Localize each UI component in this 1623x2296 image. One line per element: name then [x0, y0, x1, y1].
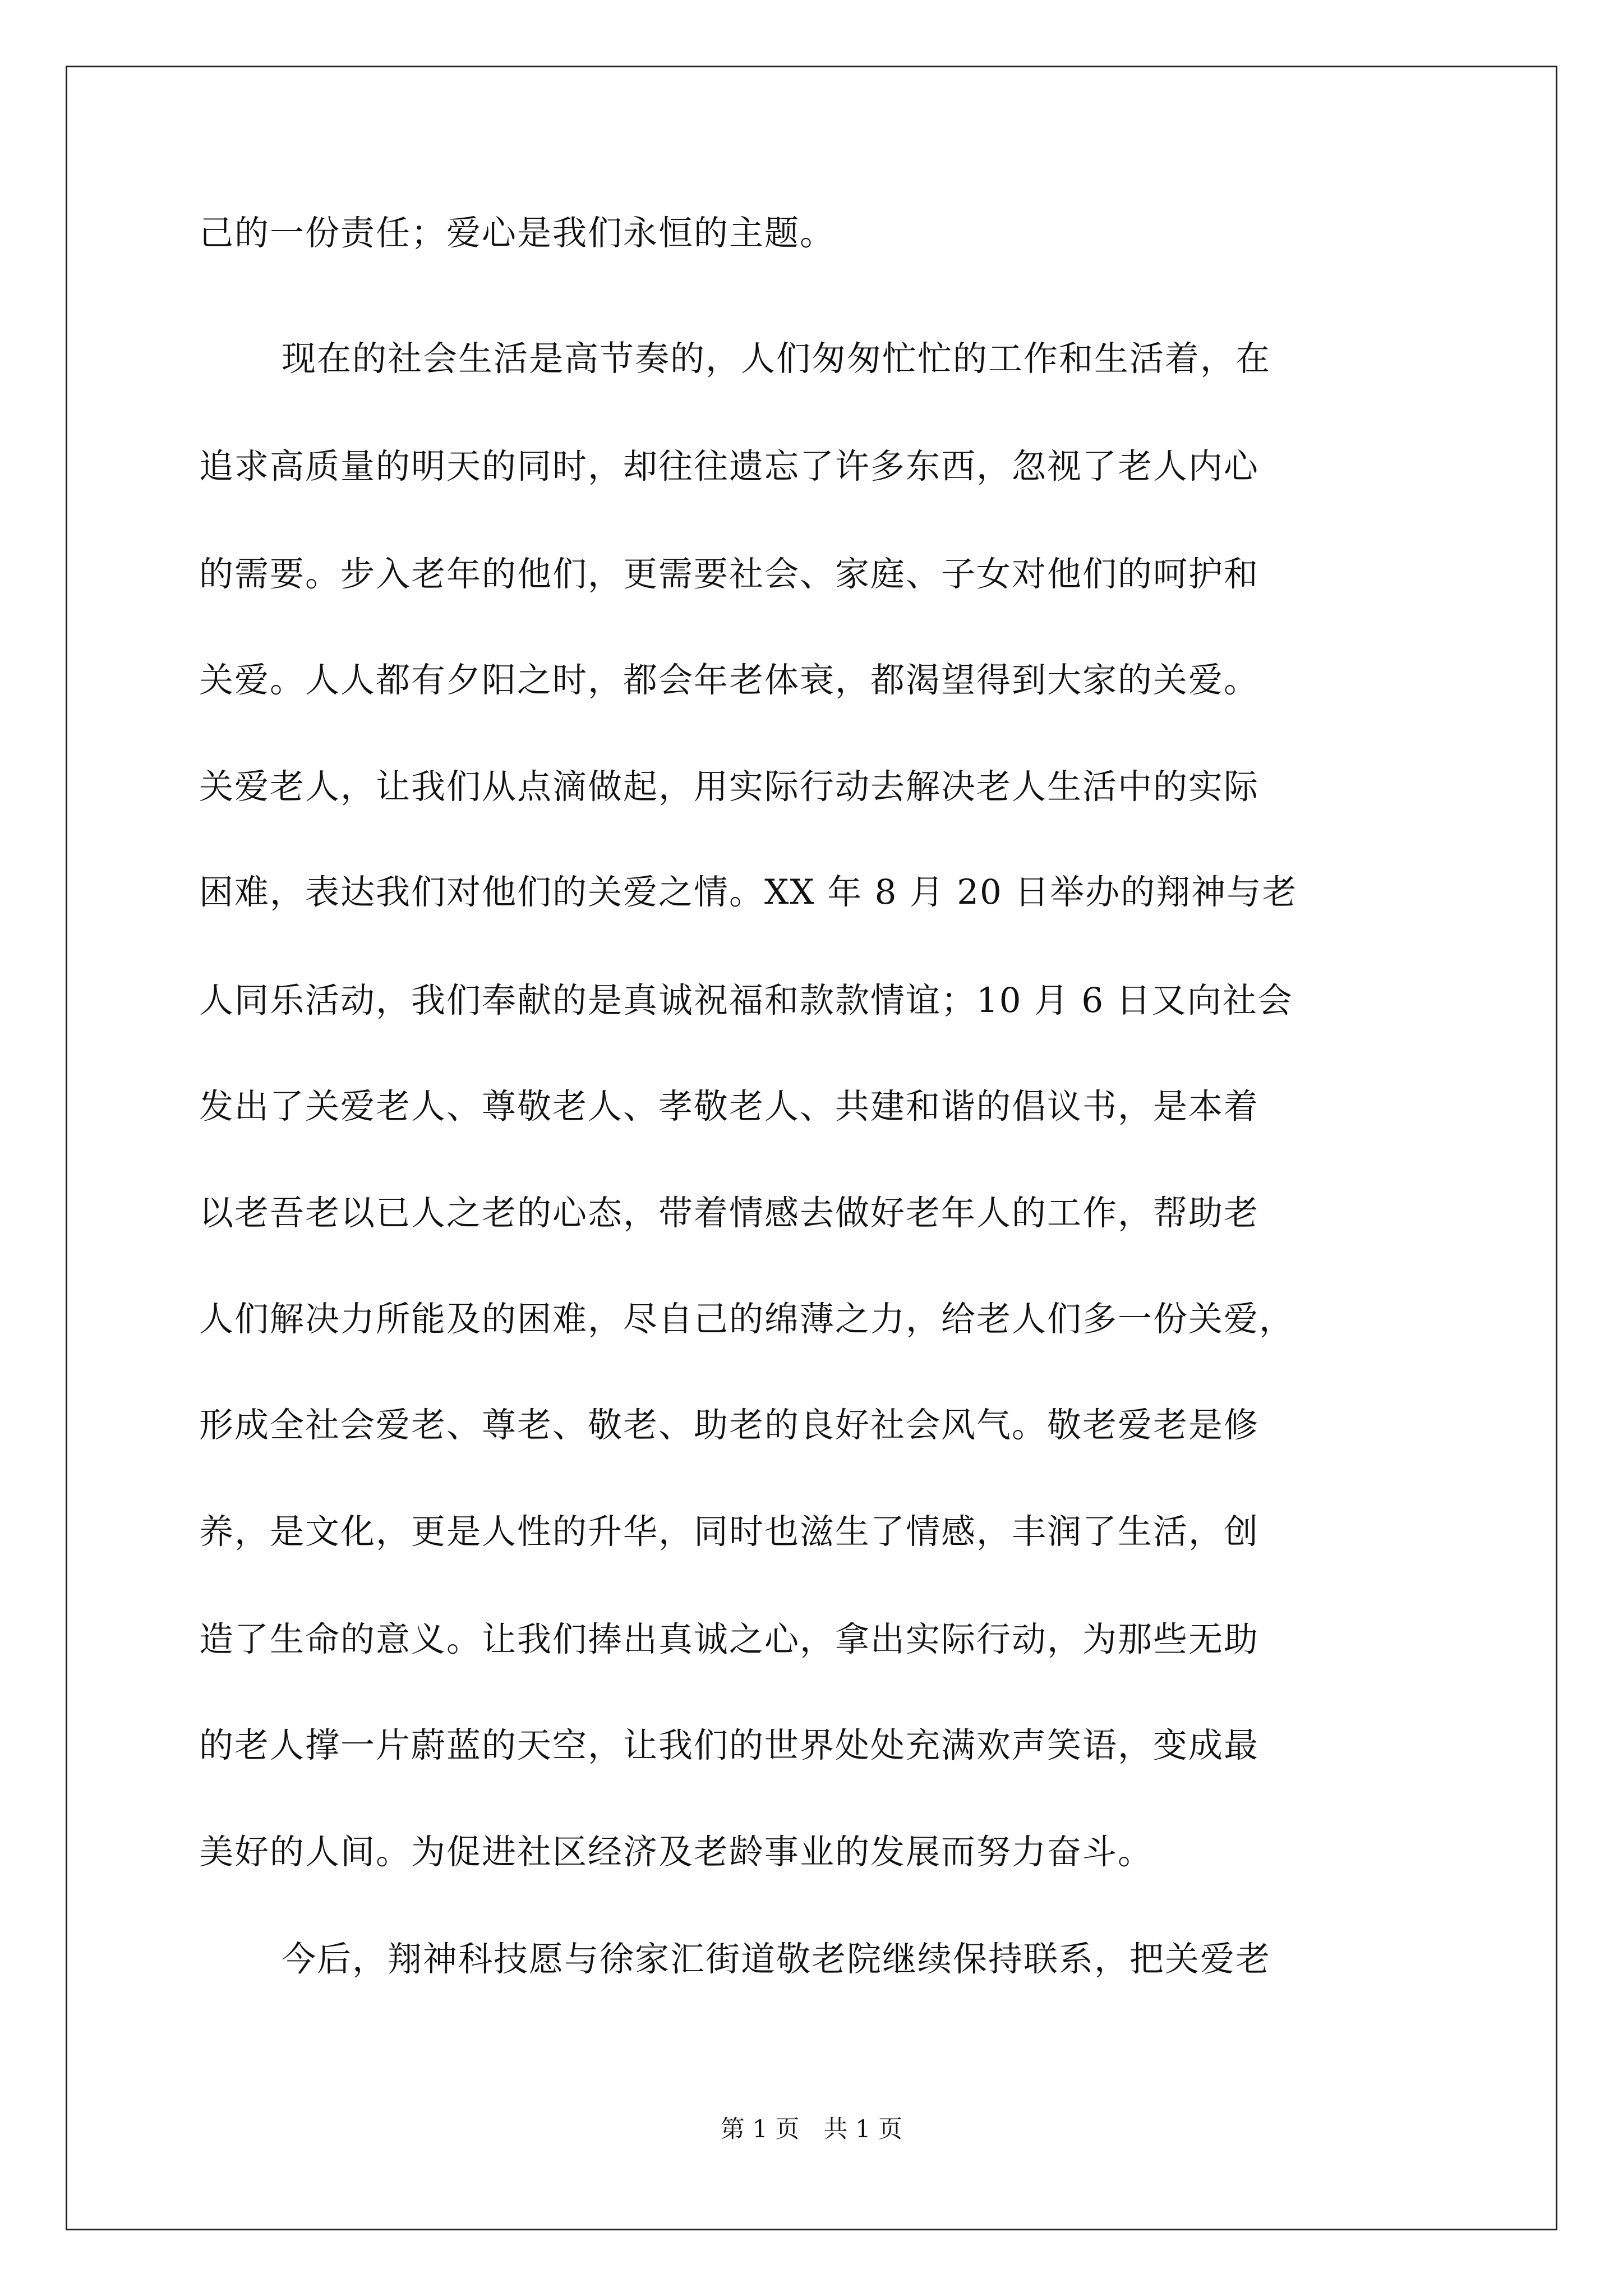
- body-text-line: 己的一份责任；爱心是我们永恒的主题。: [199, 213, 836, 253]
- page-border: [66, 66, 1557, 2230]
- body-text-line: 人同乐活动，我们奉献的是真诚祝福和款款情谊；10 月 6 日又向社会: [199, 981, 1293, 1020]
- body-text-line: 追求高质量的明天的同时，却往往遗忘了许多东西，忽视了老人内心: [199, 447, 1260, 486]
- body-text-line: 的需要。步入老年的他们，更需要社会、家庭、子女对他们的呵护和: [199, 554, 1260, 594]
- body-text-line: 养，是文化，更是人性的升华，同时也滋生了情感，丰润了生活，创: [199, 1512, 1260, 1552]
- body-text-line: 关爱。人人都有夕阳之时，都会年老体衰，都渴望得到大家的关爱。: [199, 660, 1260, 700]
- body-text-line: 造了生命的意义。让我们捧出真诚之心，拿出实际行动，为那些无助: [199, 1619, 1260, 1659]
- body-text-line: 美好的人间。为促进社区经济及老龄事业的发展而努力奋斗。: [199, 1832, 1154, 1872]
- body-text-line: 的老人撑一片蔚蓝的天空，让我们的世界处处充满欢声笑语，变成最: [199, 1726, 1260, 1765]
- body-text-line: 形成全社会爱老、尊老、敬老、助老的良好社会风气。敬老爱老是修: [199, 1405, 1260, 1445]
- body-text-line: 以老吾老以已人之老的心态，带着情感去做好老年人的工作，帮助老: [199, 1193, 1260, 1233]
- body-text-line: 人们解决力所能及的困难，尽自己的绵薄之力，给老人们多一份关爱，: [199, 1299, 1295, 1339]
- body-text-line: 关爱老人，让我们从点滴做起，用实际行动去解决老人生活中的实际: [199, 767, 1260, 807]
- body-text-line: 发出了关爱老人、尊敬老人、孝敬老人、共建和谐的倡议书，是本着: [199, 1087, 1260, 1126]
- paragraph-first-line: 今后，翔神科技愿与徐家汇街道敬老院继续保持联系，把关爱老: [282, 1939, 1271, 1979]
- paragraph-first-line: 现在的社会生活是高节奏的，人们匆匆忙忙的工作和生活着，在: [282, 339, 1271, 379]
- page-number: 第 1 页 共 1 页: [720, 2115, 903, 2143]
- body-text-line: 困难，表达我们对他们的关爱之情。XX 年 8 月 20 日举办的翔神与老: [199, 872, 1298, 912]
